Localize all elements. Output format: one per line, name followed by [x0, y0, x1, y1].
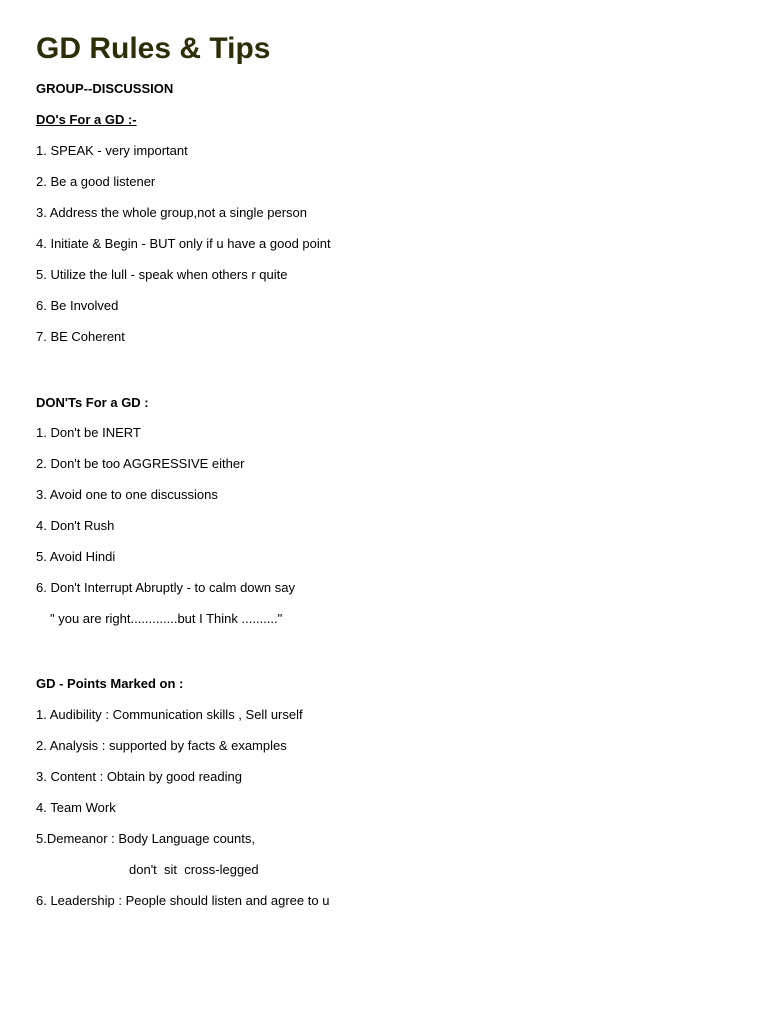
- points-item: 3. Content : Obtain by good reading: [36, 769, 242, 784]
- points-item: 6. Leadership : People should listen and agree to u: [36, 893, 330, 908]
- dos-heading: DO's For a GD :-: [36, 112, 137, 127]
- donts-item: 5. Avoid Hindi: [36, 549, 116, 564]
- donts-item: 2. Don't be too AGGRESSIVE either: [36, 456, 245, 471]
- dos-item: 1. SPEAK - very important: [36, 143, 188, 158]
- points-item: 5.Demeanor : Body Language counts,: [36, 831, 255, 846]
- donts-item: 3. Avoid one to one discussions: [36, 487, 218, 502]
- points-item: 4. Team Work: [36, 800, 116, 815]
- points-item: 1. Audibility : Communication skills , Sell urself: [36, 707, 303, 722]
- points-continuation: don't sit cross-legged: [129, 862, 259, 877]
- dos-item: 2. Be a good listener: [36, 174, 156, 189]
- page-title: GD Rules & Tips: [36, 32, 271, 65]
- dos-item: 5. Utilize the lull - speak when others r quite: [36, 267, 288, 282]
- points-item: 2. Analysis : supported by facts & examples: [36, 738, 287, 753]
- dos-item: 6. Be Involved: [36, 298, 119, 313]
- dos-item: 3. Address the whole group,not a single person: [36, 205, 308, 220]
- points-heading: GD - Points Marked on :: [36, 676, 184, 691]
- donts-item: 1. Don't be INERT: [36, 425, 141, 440]
- dos-item: 7. BE Coherent: [36, 329, 125, 344]
- donts-item: 4. Don't Rush: [36, 518, 115, 533]
- donts-item: 6. Don't Interrupt Abruptly - to calm down say: [36, 580, 295, 595]
- donts-heading: DON'Ts For a GD :: [36, 395, 149, 410]
- subtitle: GROUP--DISCUSSION: [36, 81, 174, 96]
- donts-quote: " you are right.............but I Think ..........": [50, 611, 283, 626]
- dos-item: 4. Initiate & Begin - BUT only if u have a good point: [36, 236, 331, 251]
